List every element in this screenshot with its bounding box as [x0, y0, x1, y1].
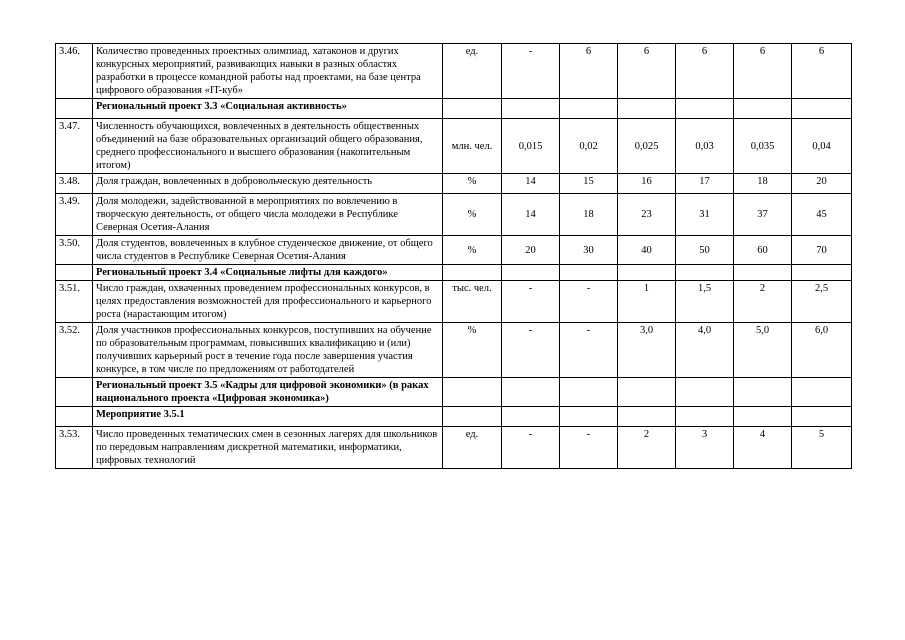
empty-cell: [734, 99, 792, 119]
table-row: [56, 119, 852, 174]
unit-cell: %: [443, 194, 502, 236]
empty-cell: [734, 378, 792, 407]
value-cell: 16: [618, 174, 676, 194]
table-row: [56, 236, 852, 265]
value-cell: 3,0: [618, 323, 676, 378]
value-cell: 6: [792, 44, 852, 99]
value-cell: 18: [560, 194, 618, 236]
empty-cell: [618, 265, 676, 281]
measure-title: Мероприятие 3.5.1: [93, 407, 443, 427]
row-number: 3.48.: [56, 174, 93, 194]
value-cell: 45: [792, 194, 852, 236]
section-title: Региональный проект 3.3 «Социальная активность»: [93, 99, 443, 119]
value-cell: 0,03: [676, 119, 734, 174]
value-cell: 4: [734, 427, 792, 469]
indicators-table: [55, 43, 852, 469]
value-cell: 23: [618, 194, 676, 236]
indicators-table-page: [55, 43, 852, 469]
empty-cell: [502, 99, 560, 119]
empty-cell: [443, 378, 502, 407]
table-row: [56, 427, 852, 469]
row-number: 3.49.: [56, 194, 93, 236]
empty-cell: [443, 265, 502, 281]
empty-cell: [56, 99, 93, 119]
empty-cell: [734, 265, 792, 281]
unit-cell: ед.: [443, 427, 502, 469]
value-cell: 6: [618, 44, 676, 99]
unit-cell: %: [443, 323, 502, 378]
value-cell: 1: [618, 281, 676, 323]
table-row: [56, 323, 852, 378]
empty-cell: [618, 99, 676, 119]
value-cell: 14: [502, 174, 560, 194]
empty-cell: [792, 99, 852, 119]
empty-cell: [618, 407, 676, 427]
empty-cell: [443, 407, 502, 427]
value-cell: 18: [734, 174, 792, 194]
table-row: [56, 44, 852, 99]
unit-cell: %: [443, 174, 502, 194]
value-cell: 60: [734, 236, 792, 265]
value-cell: 40: [618, 236, 676, 265]
value-cell: 6,0: [792, 323, 852, 378]
indicator-name: Доля граждан, вовлеченных в добровольческую деятельность: [93, 174, 443, 194]
row-number: 3.50.: [56, 236, 93, 265]
empty-cell: [792, 407, 852, 427]
value-cell: -: [502, 427, 560, 469]
table-row: [56, 174, 852, 194]
value-cell: 30: [560, 236, 618, 265]
value-cell: 5: [792, 427, 852, 469]
value-cell: 0,04: [792, 119, 852, 174]
empty-cell: [792, 265, 852, 281]
value-cell: 6: [676, 44, 734, 99]
unit-cell: млн. чел.: [443, 119, 502, 174]
empty-cell: [56, 407, 93, 427]
unit-cell: тыс. чел.: [443, 281, 502, 323]
indicator-name: Количество проведенных проектных олимпиад, хатаконов и других конкурсных мероприятий, развивающих навыки в разных областях разработки в процессе командной работы над проектами, на базе центра цифрового образования «IT-куб»: [93, 44, 443, 99]
empty-cell: [502, 407, 560, 427]
section-title: Региональный проект 3.5 «Кадры для цифровой экономики» (в раках национального проекта «Цифровая экономика»): [93, 378, 443, 407]
indicator-name: Численность обучающихся, вовлеченных в деятельность общественных объединений на базе образовательных организаций общего образования, среднего профессионального и высшего образования (накопительным итогом): [93, 119, 443, 174]
value-cell: -: [502, 44, 560, 99]
value-cell: 20: [792, 174, 852, 194]
value-cell: 2,5: [792, 281, 852, 323]
empty-cell: [676, 265, 734, 281]
value-cell: 0,015: [502, 119, 560, 174]
value-cell: 6: [734, 44, 792, 99]
value-cell: -: [502, 281, 560, 323]
table-row: [56, 281, 852, 323]
value-cell: 3: [676, 427, 734, 469]
empty-cell: [560, 265, 618, 281]
indicator-name: Число граждан, охваченных проведением профессиональных конкурсов, в целях предоставления возможностей для профессионального и карьерного роста (нарастающим итогом): [93, 281, 443, 323]
value-cell: 0,02: [560, 119, 618, 174]
value-cell: 0,035: [734, 119, 792, 174]
section-row: [56, 265, 852, 281]
empty-cell: [734, 407, 792, 427]
table-row: [56, 194, 852, 236]
row-number: 3.52.: [56, 323, 93, 378]
indicator-name: Доля участников профессиональных конкурсов, поступивших на обучение по образовательным программам, повысивших квалификацию и (или) получивших карьерный рост в течение года после завершения участия конкурсе, в том числе по предложениям от работодателей: [93, 323, 443, 378]
value-cell: -: [502, 323, 560, 378]
section-row: [56, 99, 852, 119]
empty-cell: [676, 407, 734, 427]
empty-cell: [56, 265, 93, 281]
value-cell: -: [560, 427, 618, 469]
empty-cell: [792, 378, 852, 407]
indicator-name: Доля студентов, вовлеченных в клубное студенческое движение, от общего числа студентов в Республике Северная Осетия-Алания: [93, 236, 443, 265]
value-cell: -: [560, 323, 618, 378]
indicator-name: Доля молодежи, задействованной в мероприятиях по вовлечению в творческую деятельность, от общего числа молодежи в Республике Северная Осетия-Алания: [93, 194, 443, 236]
value-cell: 31: [676, 194, 734, 236]
section-row: [56, 378, 852, 407]
row-number: 3.47.: [56, 119, 93, 174]
row-number: 3.46.: [56, 44, 93, 99]
value-cell: 17: [676, 174, 734, 194]
value-cell: 70: [792, 236, 852, 265]
value-cell: 15: [560, 174, 618, 194]
value-cell: -: [560, 281, 618, 323]
unit-cell: %: [443, 236, 502, 265]
empty-cell: [676, 378, 734, 407]
row-number: 3.53.: [56, 427, 93, 469]
row-number: 3.51.: [56, 281, 93, 323]
value-cell: 5,0: [734, 323, 792, 378]
value-cell: 2: [618, 427, 676, 469]
value-cell: 2: [734, 281, 792, 323]
value-cell: 1,5: [676, 281, 734, 323]
value-cell: 6: [560, 44, 618, 99]
unit-cell: ед.: [443, 44, 502, 99]
section-row: [56, 407, 852, 427]
empty-cell: [560, 99, 618, 119]
empty-cell: [443, 99, 502, 119]
empty-cell: [502, 378, 560, 407]
value-cell: 4,0: [676, 323, 734, 378]
section-title: Региональный проект 3.4 «Социальные лифты для каждого»: [93, 265, 443, 281]
value-cell: 20: [502, 236, 560, 265]
empty-cell: [676, 99, 734, 119]
value-cell: 37: [734, 194, 792, 236]
value-cell: 0,025: [618, 119, 676, 174]
indicator-name: Число проведенных тематических смен в сезонных лагерях для школьников по передовым направлениям дискретной математики, информатики, цифровых технологий: [93, 427, 443, 469]
value-cell: 14: [502, 194, 560, 236]
empty-cell: [56, 378, 93, 407]
empty-cell: [560, 378, 618, 407]
value-cell: 50: [676, 236, 734, 265]
empty-cell: [502, 265, 560, 281]
empty-cell: [560, 407, 618, 427]
empty-cell: [618, 378, 676, 407]
